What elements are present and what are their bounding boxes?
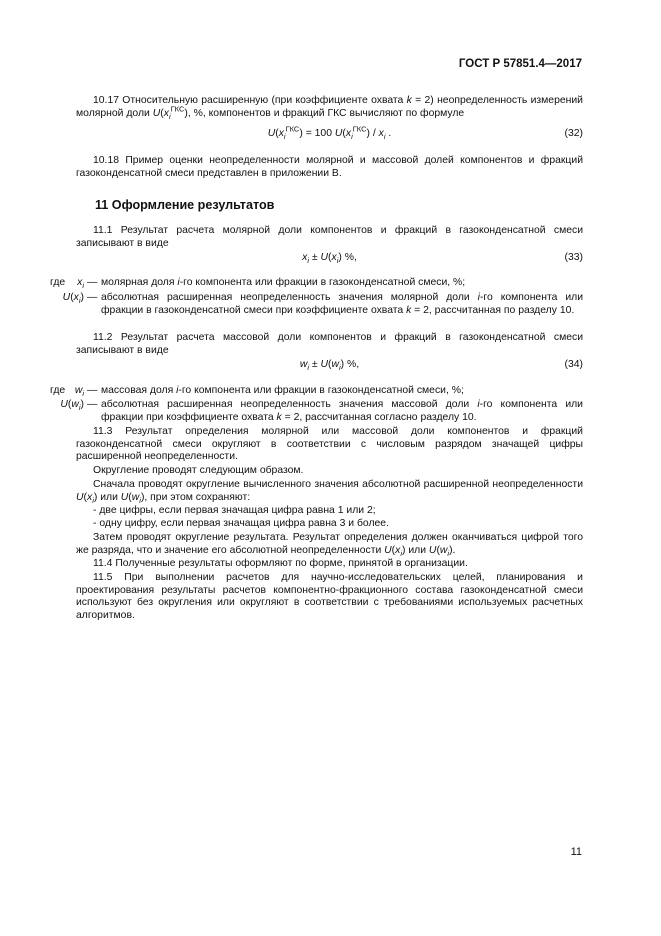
document-header: ГОСТ Р 57851.4—2017 — [458, 58, 582, 70]
def-term-uwi: $U(w_i)$ — [60, 399, 84, 413]
def-term-xi: $x_i$ — [77, 277, 84, 291]
list-item: - одну цифру, если первая значащая цифра равна 3 и более. — [93, 518, 389, 529]
paragraph-10-17: 10.17 Относительную расширенную (при коэффициенте охвата k = 2) неопределенность измерений молярной доли $U(x_i^{ГКС})$, %, компонентов и фракций ГКС вычисляют по формуле — [76, 95, 583, 121]
paragraph-then-rounding: Затем проводят округление результата. Результат определения должен оканчиваться цифрой того же разряда, что и значение его абсолютной неопределенности $U(x_i)$ или $U(w_i)$. — [76, 532, 583, 558]
def-dash: — — [87, 399, 98, 410]
paragraph-first-rounding: Сначала проводят округление вычисленного значения абсолютной расширенной неопределенности $U(x_i)$ или $U(w_i)$, при этом сохраняют: — [76, 479, 583, 505]
def-dash: — — [87, 277, 98, 288]
formula-32-expression: $U(x_i^{ГКС}) = 100$ $U(x_i^{ГКС}) / x_i$ . — [267, 124, 392, 142]
def-text-uxi: абсолютная расширенная неопределенность значения молярной доли i-го компонента или фракции в газоконденсатной смеси при коэффициенте охвата k = 2, рассчитанная по разделу 10. — [101, 292, 583, 316]
where-label: где — [50, 277, 66, 288]
formula-33-number: (33) — [564, 252, 583, 263]
paragraph-11-3: 11.3 Результат определения молярной или массовой доли компонентов и фракций газоконденсатной смеси округляют в соответствии с числовым разрядом значащей цифры расширенной неопределенности. — [76, 426, 583, 463]
paragraph-10-18: 10.18 Пример оценки неопределенности молярной и массовой долей компонентов и фракций газоконденсатной смеси представлен в приложении В. — [76, 155, 583, 179]
formula-33-expression: $x_i \pm U(x_i)$ %, — [302, 252, 357, 266]
section-11-title: 11 Оформление результатов — [95, 198, 275, 212]
def-text-xi: молярная доля i-го компонента или фракции в газоконденсатной смеси, %; — [101, 277, 466, 288]
paragraph-11-4: 11.4 Полученные результаты оформляют по форме, принятой в организации. — [93, 558, 468, 569]
def-dash: — — [87, 385, 98, 396]
def-text-uwi: абсолютная расширенная неопределенность значения массовой доли i-го компонента или фракции при коэффициенте охвата k = 2, рассчитанная согласно разделу 10. — [101, 399, 583, 423]
formula-32-number: (32) — [564, 128, 583, 139]
page-number: 11 — [570, 846, 582, 858]
def-term-uxi: $U(x_i)$ — [62, 292, 84, 306]
formula-34-expression: $w_i \pm U(w_i)$ %, — [299, 359, 360, 373]
paragraph-11-1: 11.1 Результат расчета молярной доли компонентов и фракций в газоконденсатной смеси записывают в виде — [76, 225, 583, 249]
paragraph-11-5: 11.5 При выполнении расчетов для научно-исследовательских целей, планирования и проектирования результаты расчетов компонентно-фракционного состава газоконденсатной смеси используют без округления или округляют в соответствии с требованиями используемых расчетных алгоритмов. — [76, 572, 583, 621]
paragraph-rounding: Округление проводят следующим образом. — [93, 465, 304, 476]
def-text-wi: массовая доля i-го компонента или фракции в газоконденсатной смеси, %; — [101, 385, 464, 396]
formula-34-number: (34) — [564, 359, 583, 370]
def-dash: — — [87, 292, 98, 303]
where-label: где — [50, 385, 66, 396]
def-term-wi: $w_i$ — [74, 385, 84, 399]
list-item: - две цифры, если первая значащая цифра равна 1 или 2; — [93, 505, 376, 516]
paragraph-11-2: 11.2 Результат расчета массовой доли компонентов и фракций в газоконденсатной смеси записывают в виде — [76, 332, 583, 356]
